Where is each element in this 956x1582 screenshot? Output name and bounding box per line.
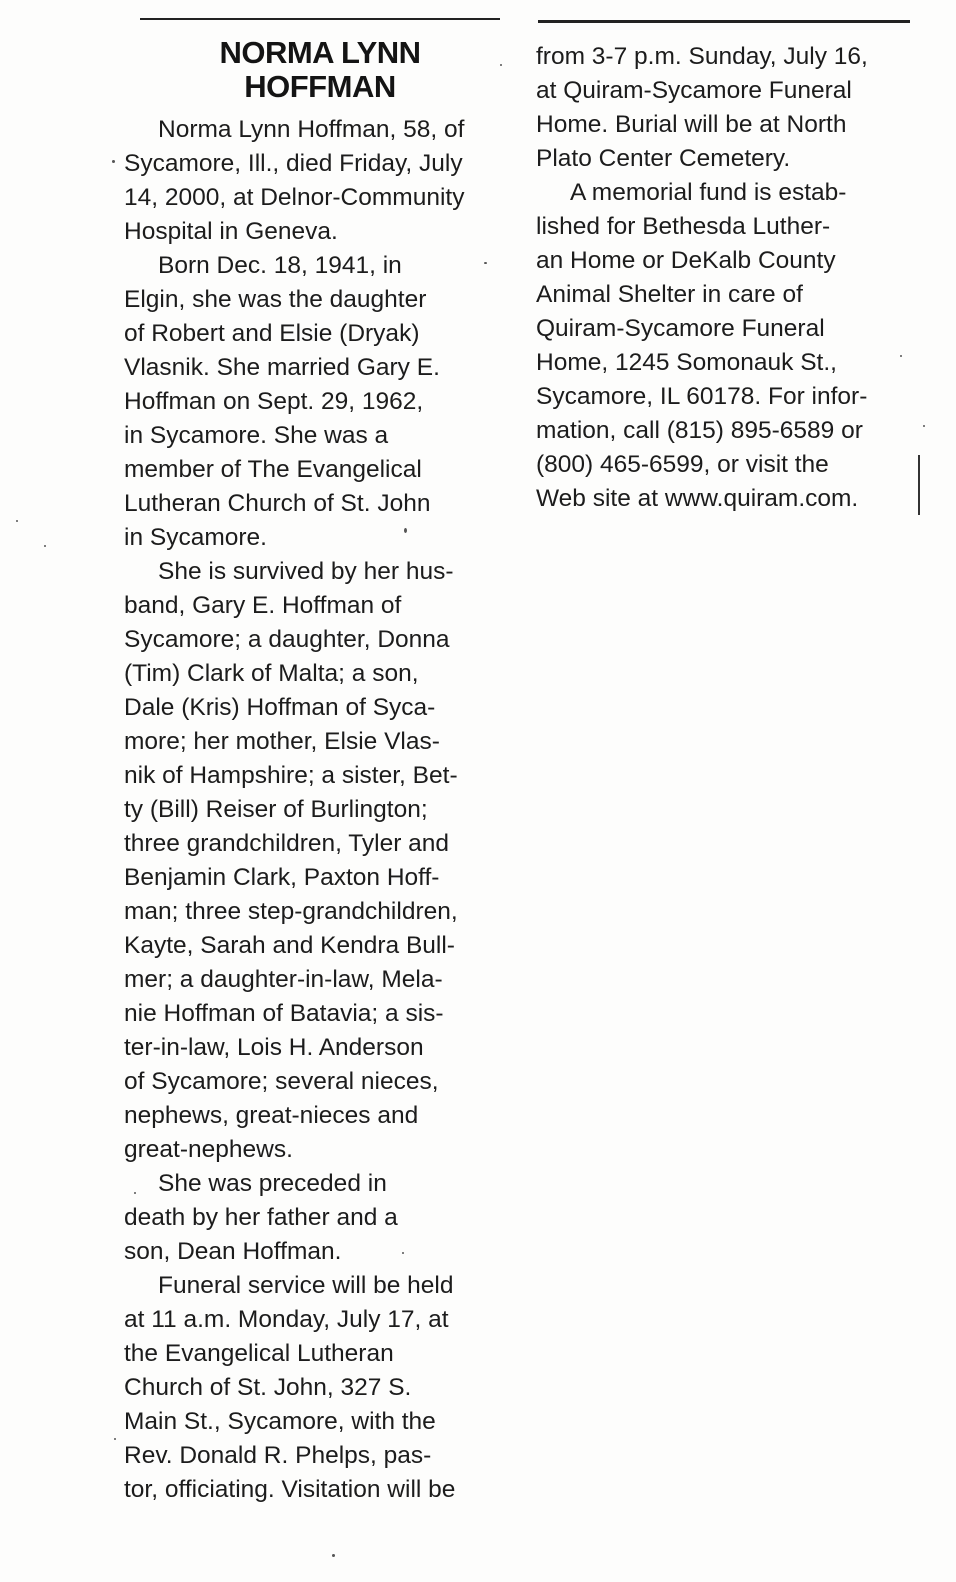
text-line: Lutheran Church of St. John	[124, 490, 431, 517]
text-line: an Home or DeKalb County	[536, 247, 836, 274]
scan-speck	[16, 520, 18, 522]
text-line: in Sycamore.	[124, 524, 267, 551]
text-line: Home, 1245 Somonauk St.,	[536, 349, 837, 376]
scan-speck	[44, 545, 46, 547]
text-line: Sycamore, Ill., died Friday, July	[124, 150, 463, 177]
text-line: Hospital in Geneva.	[124, 218, 338, 245]
text-line: three grandchildren, Tyler and	[124, 830, 450, 857]
text-line: nephews, great-nieces and	[124, 1102, 419, 1129]
text-line: Funeral service will be held	[158, 1272, 454, 1299]
text-line: mer; a daughter-in-law, Mela-	[124, 966, 443, 993]
left-column-text	[124, 113, 514, 1507]
text-line: Sycamore; a daughter, Donna	[124, 626, 450, 653]
scan-speck	[112, 160, 115, 163]
text-line: Web site at www.quiram.com.	[536, 485, 859, 512]
text-line: nie Hoffman of Batavia; a sis-	[124, 1000, 444, 1027]
text-line: Quiram-Sycamore Funeral	[536, 315, 825, 342]
text-line: Vlasnik. She married Gary E.	[124, 354, 440, 381]
text-line: Elgin, she was the daughter	[124, 286, 427, 313]
text-line: man; three step-grandchildren,	[124, 898, 458, 925]
text-line: Main St., Sycamore, with the	[124, 1408, 436, 1435]
obituary-headline	[140, 36, 500, 104]
scan-speck	[134, 1192, 136, 1194]
text-line: Norma Lynn Hoffman, 58, of	[158, 116, 465, 143]
top-rule-left	[140, 18, 500, 20]
text-line: mation, call (815) 895-6589 or	[536, 417, 863, 444]
right-column-text	[536, 40, 926, 516]
text-line: member of The Evangelical	[124, 456, 422, 483]
text-line: son, Dean Hoffman.	[124, 1238, 342, 1265]
headline-line-1: NORMA LYNN	[219, 35, 421, 70]
text-line: great-nephews.	[124, 1136, 293, 1163]
text-line: She was preceded in	[158, 1170, 387, 1197]
text-line: Plato Center Cemetery.	[536, 145, 791, 172]
scan-speck	[404, 528, 407, 533]
text-line: lished for Bethesda Luther-	[536, 213, 831, 240]
scan-speck	[484, 262, 487, 264]
text-line: Rev. Donald R. Phelps, pas-	[124, 1442, 432, 1469]
text-line: Sycamore, IL 60178. For infor-	[536, 383, 868, 410]
text-line: tor, officiating. Visitation will be	[124, 1476, 456, 1503]
text-line: (800) 465-6599, or visit the	[536, 451, 829, 478]
text-line: band, Gary E. Hoffman of	[124, 592, 402, 619]
scan-speck	[500, 64, 502, 66]
text-line: Hoffman on Sept. 29, 1962,	[124, 388, 424, 415]
text-line: A memorial fund is estab-	[570, 179, 847, 206]
text-line: ter-in-law, Lois H. Anderson	[124, 1034, 424, 1061]
text-line: She is survived by her hus-	[158, 558, 454, 585]
text-line: Animal Shelter in care of	[536, 281, 803, 308]
text-line: Born Dec. 18, 1941, in	[158, 252, 402, 279]
text-line: at 11 a.m. Monday, July 17, at	[124, 1306, 449, 1333]
text-line: from 3-7 p.m. Sunday, July 16,	[536, 43, 868, 70]
text-line: in Sycamore. She was a	[124, 422, 389, 449]
text-line: (Tim) Clark of Malta; a son,	[124, 660, 419, 687]
text-line: Benjamin Clark, Paxton Hoff-	[124, 864, 440, 891]
text-line: nik of Hampshire; a sister, Bet-	[124, 762, 458, 789]
text-line: death by her father and a	[124, 1204, 398, 1231]
text-line: at Quiram-Sycamore Funeral	[536, 77, 852, 104]
text-line: more; her mother, Elsie Vlas-	[124, 728, 440, 755]
text-line: of Sycamore; several nieces,	[124, 1068, 439, 1095]
text-line: ty (Bill) Reiser of Burlington;	[124, 796, 428, 823]
scan-speck	[900, 355, 902, 357]
text-line: 14, 2000, at Delnor-Community	[124, 184, 465, 211]
text-line: Home. Burial will be at North	[536, 111, 847, 138]
text-line: Church of St. John, 327 S.	[124, 1374, 412, 1401]
top-rule-right	[538, 20, 910, 23]
text-line: of Robert and Elsie (Dryak)	[124, 320, 420, 347]
scan-speck	[332, 1554, 335, 1557]
text-line: Kayte, Sarah and Kendra Bull-	[124, 932, 455, 959]
headline-line-2: HOFFMAN	[244, 69, 396, 104]
scan-speck	[402, 1252, 404, 1254]
scan-speck	[923, 425, 925, 427]
text-line: the Evangelical Lutheran	[124, 1340, 394, 1367]
scan-speck	[114, 1438, 116, 1440]
text-line: Dale (Kris) Hoffman of Syca-	[124, 694, 436, 721]
